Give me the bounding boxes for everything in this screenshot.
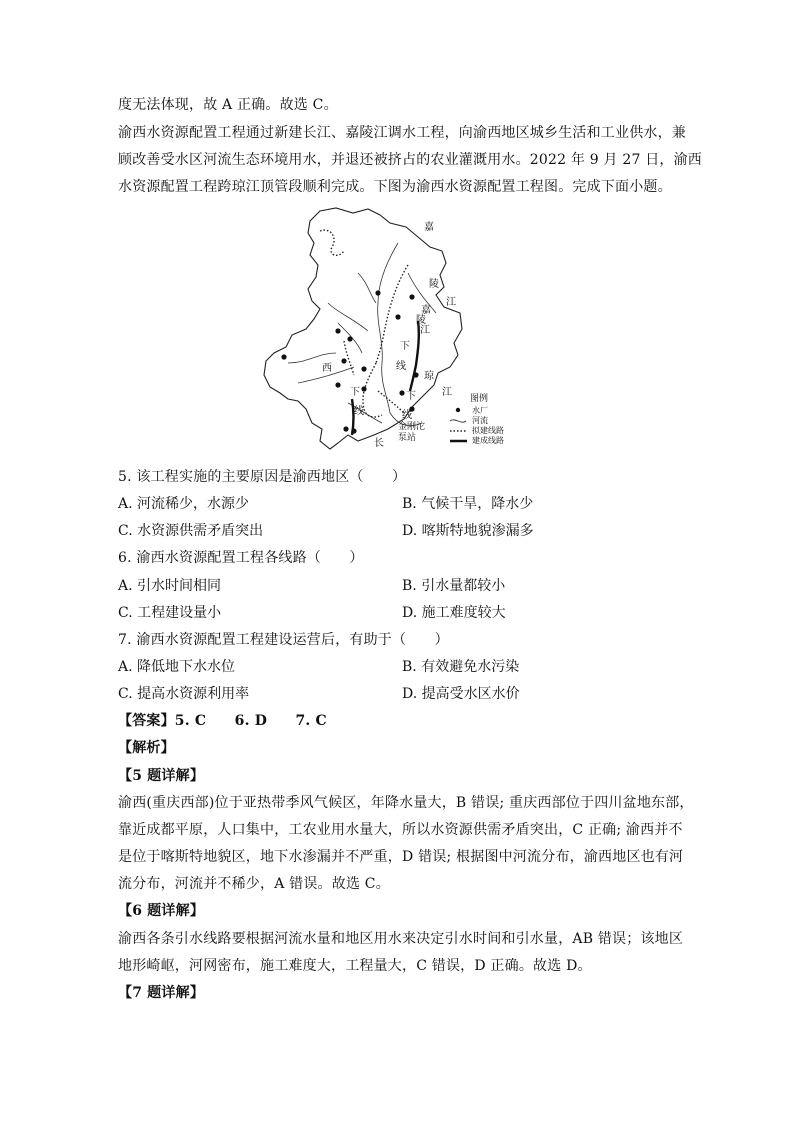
label-xia2: 下 [350, 387, 360, 398]
label-xi: 西 [322, 363, 332, 374]
label-jiang3: 江 [442, 387, 452, 398]
legend-item-river: 河流 [472, 416, 488, 425]
q6-analysis-line-1: 渝西各条引水线路要根据河流水量和地区用水来决定引水时间和引水量，AB 错误；该地区 [118, 931, 684, 947]
label-jia: 嘉 [424, 222, 434, 233]
label-ling2: 陵 [416, 315, 426, 326]
label-xia1: 下 [400, 341, 410, 352]
answer-line: 【答案】5. C 6. D 7. C [118, 713, 327, 729]
q6-option-d: D. 施工难度较大 [402, 605, 506, 621]
q7-option-a: A. 降低地下水水位 [118, 659, 236, 675]
label-xian3: 线 [402, 410, 412, 421]
q7-option-c: C. 提高水资源利用率 [118, 686, 250, 702]
label-jingangtuo: 金刚沱 [398, 422, 426, 432]
q6-option-c: C. 工程建设量小 [118, 605, 222, 621]
q5-analysis-line-2: 靠近成都平原，人口集中，工农业用水量大，所以水资源供需矛盾突出，C 正确; 渝西并不 [118, 822, 683, 838]
q5-option-a: A. 河流稀少，水源少 [118, 496, 250, 512]
label-jia2: 嘉 [421, 305, 431, 316]
q5-analysis-line-1: 渝西(重庆西部)位于亚热带季风气候区，年降水量大，B 错误; 重庆西部位于四川盆地东部， [118, 795, 694, 811]
legend-item-completed: 建成线路 [472, 436, 504, 445]
q6-option-a: A. 引水时间相同 [118, 578, 222, 594]
q5-option-c: C. 水资源供需矛盾突出 [118, 523, 264, 539]
q7-option-b: B. 有效避免水污染 [402, 659, 520, 675]
label-qiong: 琼 [424, 371, 434, 382]
label-xian1: 线 [396, 361, 406, 372]
map-legend [450, 392, 504, 445]
label-chang: 长 [374, 438, 384, 449]
intro-line-3: 顾改善受水区河流生态环境用水，并退还被挤占的农业灌溉用水。2022 年 9 月 27 日，渝西 [118, 152, 702, 168]
label-xia3: 下 [406, 391, 416, 402]
legend-river-icon [450, 420, 466, 422]
q7-analysis-title: 【7 题详解】 [118, 985, 205, 1001]
legend-plant-icon [456, 408, 460, 412]
legend-item-proposed: 拟建线路 [472, 426, 504, 435]
q6-analysis-title: 【6 题详解】 [118, 903, 205, 919]
legend-title: 图例 [470, 394, 489, 404]
q5-analysis-title: 【5 题详解】 [118, 768, 205, 784]
label-bengzhan: 泵站 [398, 433, 417, 443]
question-7-stem: 7. 渝西水资源配置工程建设运营后，有助于（ ） [118, 632, 449, 648]
label-jiang2: 江 [420, 325, 430, 336]
q7-option-d: D. 提高受水区水价 [402, 686, 520, 702]
intro-line-1: 度无法体现，故 A 正确。故选 C。 [118, 97, 338, 113]
question-5-stem: 5. 该工程实施的主要原因是渝西地区（ ） [118, 469, 407, 485]
water-project-map [258, 203, 538, 453]
q5-option-b: B. 气候干旱，降水少 [402, 496, 534, 512]
label-xian2: 线 [354, 406, 364, 417]
q6-analysis-line-2: 地形崎岖，河网密布，施工难度大，工程量大，C 错误，D 正确。故选 D。 [118, 958, 592, 974]
label-ling: 陵 [429, 279, 439, 290]
q5-option-d: D. 喀斯特地貌渗漏多 [402, 523, 534, 539]
label-jiang1: 江 [446, 297, 456, 308]
q6-option-b: B. 引水量都较小 [402, 578, 506, 594]
intro-line-2: 渝西水资源配置工程通过新建长江、嘉陵江调水工程，向渝西地区城乡生活和工业供水，兼 [118, 125, 686, 141]
question-6-stem: 6. 渝西水资源配置工程各线路（ ） [118, 550, 364, 566]
q5-analysis-line-3: 是位于喀斯特地貌区，地下水渗漏并不严重，D 错误; 根据图中河流分布，渝西地区也有河 [118, 849, 684, 865]
q5-analysis-line-4: 流分布，河流并不稀少，A 错误。故选 C。 [118, 876, 390, 892]
intro-line-4: 水资源配置工程跨琼江顶管段顺利完成。下图为渝西水资源配置工程图。完成下面小题。 [118, 179, 672, 195]
analysis-title: 【解析】 [118, 740, 175, 756]
legend-item-plant: 水厂 [472, 406, 488, 415]
